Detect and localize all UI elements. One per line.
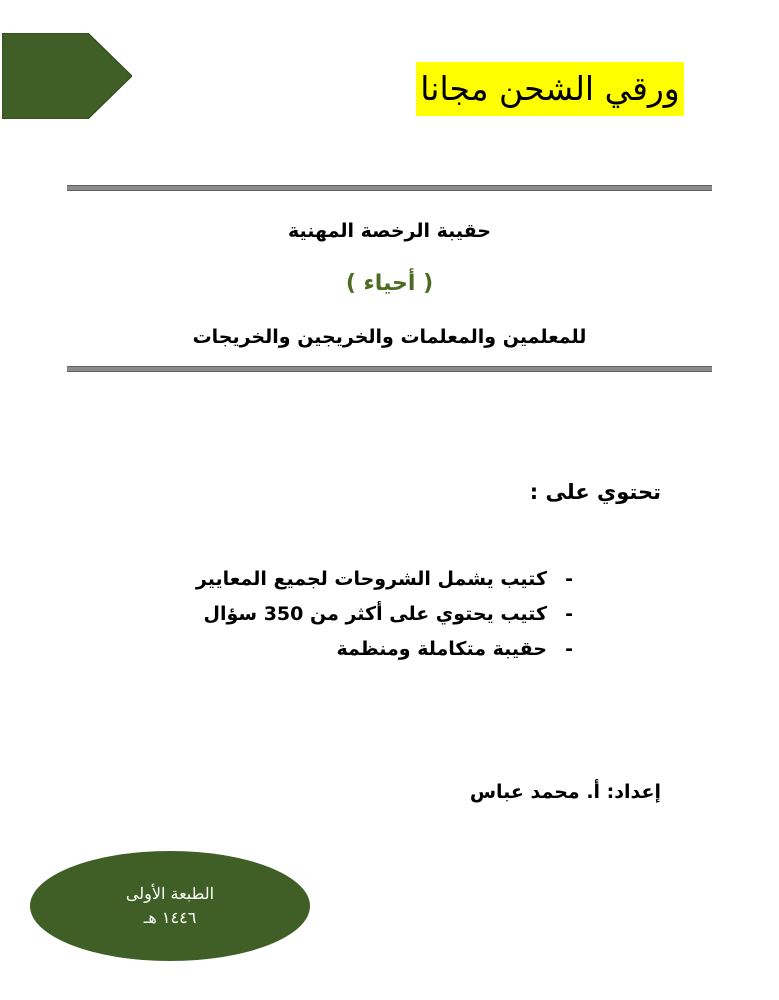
- author-credit: إعداد: أ. محمد عباس: [469, 781, 661, 803]
- list-item: [196, 632, 573, 667]
- edition-label: الطبعة الأولى: [125, 884, 215, 903]
- contents-heading: تحتوي على :: [529, 480, 661, 504]
- bottom-divider: [67, 366, 712, 372]
- audience-label: للمعلمين والمعلمات والخريجين والخريجات: [192, 326, 587, 348]
- top-divider: [67, 185, 712, 191]
- list-item-text: حقيبة متكاملة ومنظمة: [336, 638, 547, 660]
- list-item: [196, 562, 573, 597]
- list-item-text: كتيب يحتوي على أكثر من 350 سؤال: [203, 603, 547, 625]
- list-dash: -: [565, 603, 573, 625]
- green-arrow-tag: [2, 33, 132, 119]
- list-dash: -: [565, 638, 573, 660]
- subject-label: ( أحياء ): [345, 271, 434, 296]
- page-title: حقيبة الرخصة المهنية: [288, 220, 491, 242]
- edition-year: ١٤٤٦ هـ: [143, 908, 197, 927]
- list-dash: -: [565, 568, 573, 590]
- edition-badge: [30, 851, 310, 961]
- list-item-text: كتيب يشمل الشروحات لجميع المعايير: [195, 568, 547, 590]
- list-item: [196, 597, 573, 632]
- free-shipping-banner: ورقي الشحن مجانا: [416, 62, 684, 116]
- contents-list: [196, 562, 573, 667]
